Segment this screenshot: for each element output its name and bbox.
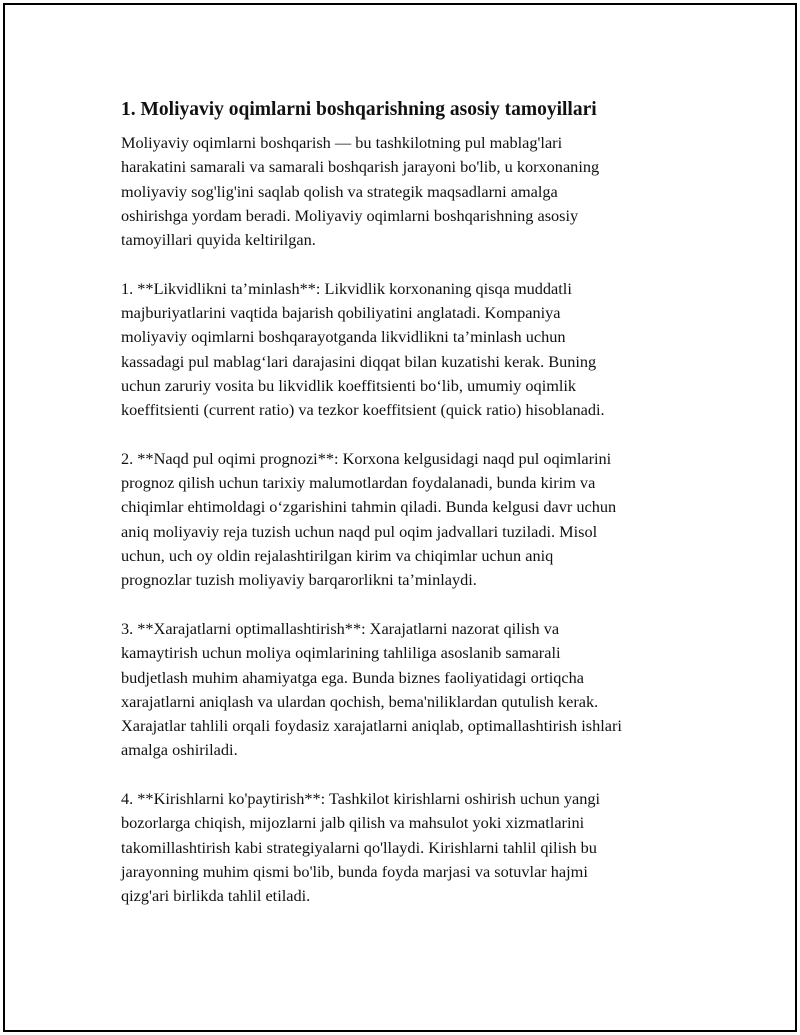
text-line: kamaytirish uchun moliya oqimlarining tahliliga asoslanib samarali (121, 643, 561, 663)
text-line: budjetlash muhim ahamiyatga ega. Bunda biznes faoliyatidagi ortiqcha (121, 667, 584, 687)
text-line: moliyaviy sog'lig'ini saqlab qolish va strategik maqsadlarni amalga (121, 181, 558, 201)
text-line: tamoyillari quyida keltirilgan. (121, 230, 316, 250)
text-line: 1. **Likvidlikni ta’minlash**: Likvidlik korxonaning qisqa muddatli (121, 278, 572, 298)
text-line: xarajatlarni aniqlash va ulardan qochish, bema'niliklardan qutulish kerak. (121, 691, 599, 711)
text-line: Xarajatlar tahlili orqali foydasiz xarajatlarni aniqlab, optimallashtirish ishlari (121, 716, 622, 736)
text-line: oshirishga yordam beradi. Moliyaviy oqimlarni boshqarishning asosiy (121, 205, 579, 225)
text-line: 2. **Naqd pul oqimi prognozi**: Korxona kelgusidagi naqd pul oqimlarini (121, 448, 612, 468)
page-frame (3, 3, 797, 1032)
text-line: koeffitsienti (current ratio) va tezkor koeffitsient (quick ratio) hisoblanadi. (121, 400, 605, 420)
text-line: kassadagi pul mablag‘lari darajasini diqqat bilan kuzatishi kerak. Buning (121, 351, 597, 371)
text-line: aniq moliyaviy reja tuzish uchun naqd pul oqim jadvallari tuziladi. Misol (121, 521, 598, 541)
text-line: prognozlar tuzish moliyaviy barqarorlikni ta’minlaydi. (121, 570, 477, 590)
text-line: bozorlarga chiqish, mijozlarni jalb qilish va mahsulot yoki xizmatlarini (121, 813, 585, 833)
text-line: takomillashtirish kabi strategiyalarni qo'llaydi. Kirishlarni tahlil qilish bu (121, 837, 597, 857)
text-line: uchun zaruriy vosita bu likvidlik koeffitsienti bo‘lib, umumiy oqimlik (121, 375, 577, 395)
principle-paragraph (121, 277, 693, 423)
text-line: chiqimlar ehtimoldagi o‘zgarishini tahmin qiladi. Bunda kelgusi davr uchun (121, 497, 617, 517)
text-line: uchun, uch oy oldin rejalashtirilgan kirim va chiqimlar uchun aniq (121, 546, 554, 566)
principle-paragraph (121, 617, 693, 763)
text-line: prognoz qilish uchun tarixiy malumotlardan foydalanadi, bunda kirim va (121, 473, 596, 493)
intro-paragraph (121, 131, 693, 252)
text-line: 4. **Kirishlarni ko'paytirish**: Tashkilot kirishlarni oshirish uchun yangi (121, 789, 601, 809)
principle-paragraph (121, 447, 693, 593)
principle-paragraph (121, 787, 693, 908)
text-line: qizg'ari birlikda tahlil etiladi. (121, 886, 311, 906)
text-line: moliyaviy oqimlarni boshqarayotganda likvidlikni ta’minlash uchun (121, 327, 566, 347)
text-line: Moliyaviy oqimlarni boshqarish — bu tashkilotning pul mablag'lari (121, 133, 563, 152)
text-line: 3. **Xarajatlarni optimallashtirish**: Xarajatlarni nazorat qilish va (121, 618, 560, 638)
section-heading: 1. Moliyaviy oqimlarni boshqarishning asosiy tamoyillari (121, 99, 597, 120)
document-body (121, 97, 693, 933)
text-line: jarayonning muhim qismi bo'lib, bunda foyda marjasi va sotuvlar hajmi (121, 861, 588, 881)
text-line: amalga oshiriladi. (121, 740, 238, 760)
text-line: majburiyatlarini vaqtida bajarish qobiliyatini anglatadi. Kompaniya (121, 303, 561, 323)
text-line: harakatini samarali va samarali boshqarish jarayoni bo'lib, u korxonaning (121, 157, 600, 177)
paragraph-list (121, 131, 693, 909)
